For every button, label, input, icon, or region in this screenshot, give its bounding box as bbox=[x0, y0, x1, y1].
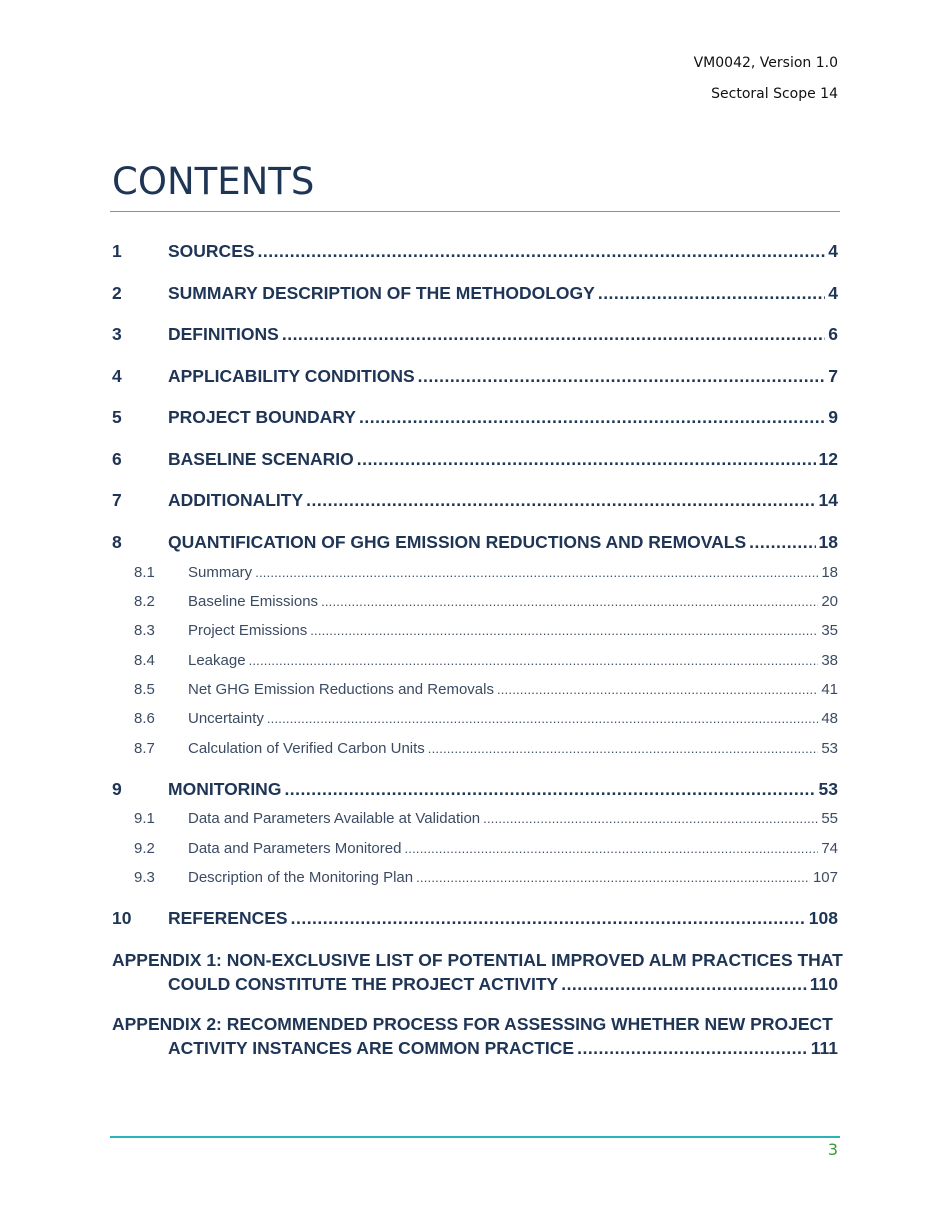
toc-page: 55 bbox=[821, 810, 838, 827]
toc-number: 2 bbox=[112, 283, 122, 303]
toc-page: 53 bbox=[821, 740, 838, 757]
toc-number: 6 bbox=[112, 449, 122, 469]
toc-page: 7 bbox=[828, 366, 838, 386]
toc-label: APPLICABILITY CONDITIONS bbox=[168, 366, 415, 386]
toc-page: 38 bbox=[821, 652, 838, 669]
toc-page: 4 bbox=[828, 283, 838, 303]
toc-entry-9-2[interactable] bbox=[112, 840, 838, 860]
toc-number: 8.2 bbox=[134, 593, 155, 610]
toc-label: Data and Parameters Monitored bbox=[188, 840, 402, 857]
toc-label: SOURCES bbox=[168, 241, 255, 261]
toc-leader bbox=[255, 565, 818, 580]
toc-leader bbox=[258, 241, 826, 262]
toc-entry-8-2[interactable] bbox=[112, 593, 838, 613]
toc-number: 8.7 bbox=[134, 740, 155, 757]
toc-entry-8-4[interactable] bbox=[112, 652, 838, 672]
toc-entry-2[interactable] bbox=[112, 283, 838, 307]
toc-entry-4[interactable] bbox=[112, 366, 838, 390]
toc-leader bbox=[416, 870, 810, 885]
toc-page: 18 bbox=[818, 532, 838, 552]
toc-leader bbox=[428, 741, 819, 756]
toc-page: 14 bbox=[818, 490, 838, 510]
toc-page: 48 bbox=[821, 710, 838, 727]
toc-page: 41 bbox=[821, 681, 838, 698]
toc-leader bbox=[497, 682, 818, 697]
toc-label: Uncertainty bbox=[188, 710, 264, 727]
toc-entry-5[interactable] bbox=[112, 407, 838, 431]
toc-entry-8-6[interactable] bbox=[112, 710, 838, 730]
toc-number: 8.1 bbox=[134, 564, 155, 581]
toc-page: 6 bbox=[828, 324, 838, 344]
page-title: CONTENTS bbox=[112, 160, 315, 203]
toc-label: Baseline Emissions bbox=[188, 593, 319, 610]
toc-number: 9 bbox=[112, 779, 122, 799]
toc-leader bbox=[357, 449, 816, 470]
toc-leader bbox=[577, 1038, 808, 1059]
toc-entry-8-1[interactable] bbox=[112, 564, 838, 584]
appendix-title-line1: APPENDIX 1: NON-EXCLUSIVE LIST OF POTENTIAL IMPROVED ALM PRACTICES THAT bbox=[112, 950, 843, 970]
toc-label: REFERENCES bbox=[168, 908, 288, 928]
toc-leader bbox=[306, 490, 815, 511]
toc-entry-9-1[interactable] bbox=[112, 810, 838, 830]
footer-page-number: 3 bbox=[827, 1140, 838, 1159]
toc-entry-9[interactable] bbox=[112, 779, 838, 803]
toc-label: Summary bbox=[188, 564, 253, 581]
toc-number: 8.4 bbox=[134, 652, 155, 669]
toc-page: 9 bbox=[828, 407, 838, 427]
footer-divider bbox=[110, 1136, 840, 1138]
toc-leader bbox=[310, 623, 818, 638]
toc-page: 4 bbox=[828, 241, 838, 261]
toc-number: 1 bbox=[112, 241, 122, 261]
document-id: VM0042, Version 1.0 bbox=[693, 55, 838, 71]
toc-leader bbox=[321, 594, 818, 609]
toc-appendix-2[interactable] bbox=[112, 1014, 838, 1062]
toc-number: 3 bbox=[112, 324, 122, 344]
toc-entry-10[interactable] bbox=[112, 908, 838, 932]
toc-number: 8.6 bbox=[134, 710, 155, 727]
toc-label: Net GHG Emission Reductions and Removals bbox=[188, 681, 494, 698]
toc-leader bbox=[267, 711, 818, 726]
toc-entry-8-3[interactable] bbox=[112, 622, 838, 642]
toc-label: MONITORING bbox=[168, 779, 282, 799]
toc-appendix-1[interactable] bbox=[112, 950, 843, 998]
toc-entry-9-3[interactable] bbox=[112, 869, 838, 889]
toc-page: 18 bbox=[821, 564, 838, 581]
toc-number: 9.2 bbox=[134, 840, 155, 857]
toc-label: BASELINE SCENARIO bbox=[168, 449, 354, 469]
toc-leader bbox=[284, 779, 815, 800]
toc-number: 8 bbox=[112, 532, 122, 552]
toc-leader bbox=[404, 841, 818, 856]
toc-number: 8.3 bbox=[134, 622, 155, 639]
toc-page: 110 bbox=[809, 974, 838, 994]
toc-page: 107 bbox=[812, 869, 838, 886]
toc-entry-1[interactable] bbox=[112, 241, 838, 265]
appendix-title-line1: APPENDIX 2: RECOMMENDED PROCESS FOR ASSESSING WHETHER NEW PROJECT bbox=[112, 1014, 833, 1034]
toc-page: 53 bbox=[818, 779, 838, 799]
toc-label: PROJECT BOUNDARY bbox=[168, 407, 356, 427]
toc-label: Data and Parameters Available at Validation bbox=[188, 810, 481, 827]
toc-label: Description of the Monitoring Plan bbox=[188, 869, 414, 886]
toc-leader bbox=[598, 283, 825, 304]
toc-number: 5 bbox=[112, 407, 122, 427]
toc-entry-3[interactable] bbox=[112, 324, 838, 348]
toc-leader bbox=[483, 811, 818, 826]
toc-leader bbox=[282, 324, 825, 345]
toc-page: 20 bbox=[821, 593, 838, 610]
toc-page: 108 bbox=[808, 908, 838, 928]
toc-page: 12 bbox=[818, 449, 838, 469]
toc-entry-7[interactable] bbox=[112, 490, 838, 514]
toc-number: 8.5 bbox=[134, 681, 155, 698]
toc-entry-8[interactable] bbox=[112, 532, 838, 556]
toc-leader bbox=[561, 974, 807, 995]
toc-label: Calculation of Verified Carbon Units bbox=[188, 740, 425, 757]
toc-entry-6[interactable] bbox=[112, 449, 838, 473]
toc-entry-8-5[interactable] bbox=[112, 681, 838, 701]
toc-leader bbox=[291, 908, 806, 929]
toc-leader bbox=[249, 653, 819, 668]
appendix-title-line2: ACTIVITY INSTANCES ARE COMMON PRACTICE bbox=[168, 1038, 575, 1058]
toc-number: 4 bbox=[112, 366, 122, 386]
toc-number: 9.3 bbox=[134, 869, 155, 886]
toc-label: ADDITIONALITY bbox=[168, 490, 304, 510]
toc-page: 111 bbox=[810, 1038, 838, 1058]
toc-label: SUMMARY DESCRIPTION OF THE METHODOLOGY bbox=[168, 283, 595, 303]
toc-leader bbox=[749, 532, 815, 553]
toc-page: 74 bbox=[821, 840, 838, 857]
appendix-title-line2: COULD CONSTITUTE THE PROJECT ACTIVITY bbox=[168, 974, 559, 994]
toc-label: Leakage bbox=[188, 652, 246, 669]
toc-number: 10 bbox=[112, 908, 132, 928]
title-divider bbox=[110, 211, 840, 212]
toc-leader bbox=[418, 366, 826, 387]
toc-number: 7 bbox=[112, 490, 122, 510]
toc-label: DEFINITIONS bbox=[168, 324, 279, 344]
toc-page: 35 bbox=[821, 622, 838, 639]
toc-leader bbox=[359, 407, 825, 428]
toc-label: QUANTIFICATION OF GHG EMISSION REDUCTIONS AND REMOVALS bbox=[168, 532, 747, 552]
sectoral-scope: Sectoral Scope 14 bbox=[711, 86, 838, 102]
toc-label: Project Emissions bbox=[188, 622, 308, 639]
toc-entry-8-7[interactable] bbox=[112, 740, 838, 760]
toc-number: 9.1 bbox=[134, 810, 155, 827]
